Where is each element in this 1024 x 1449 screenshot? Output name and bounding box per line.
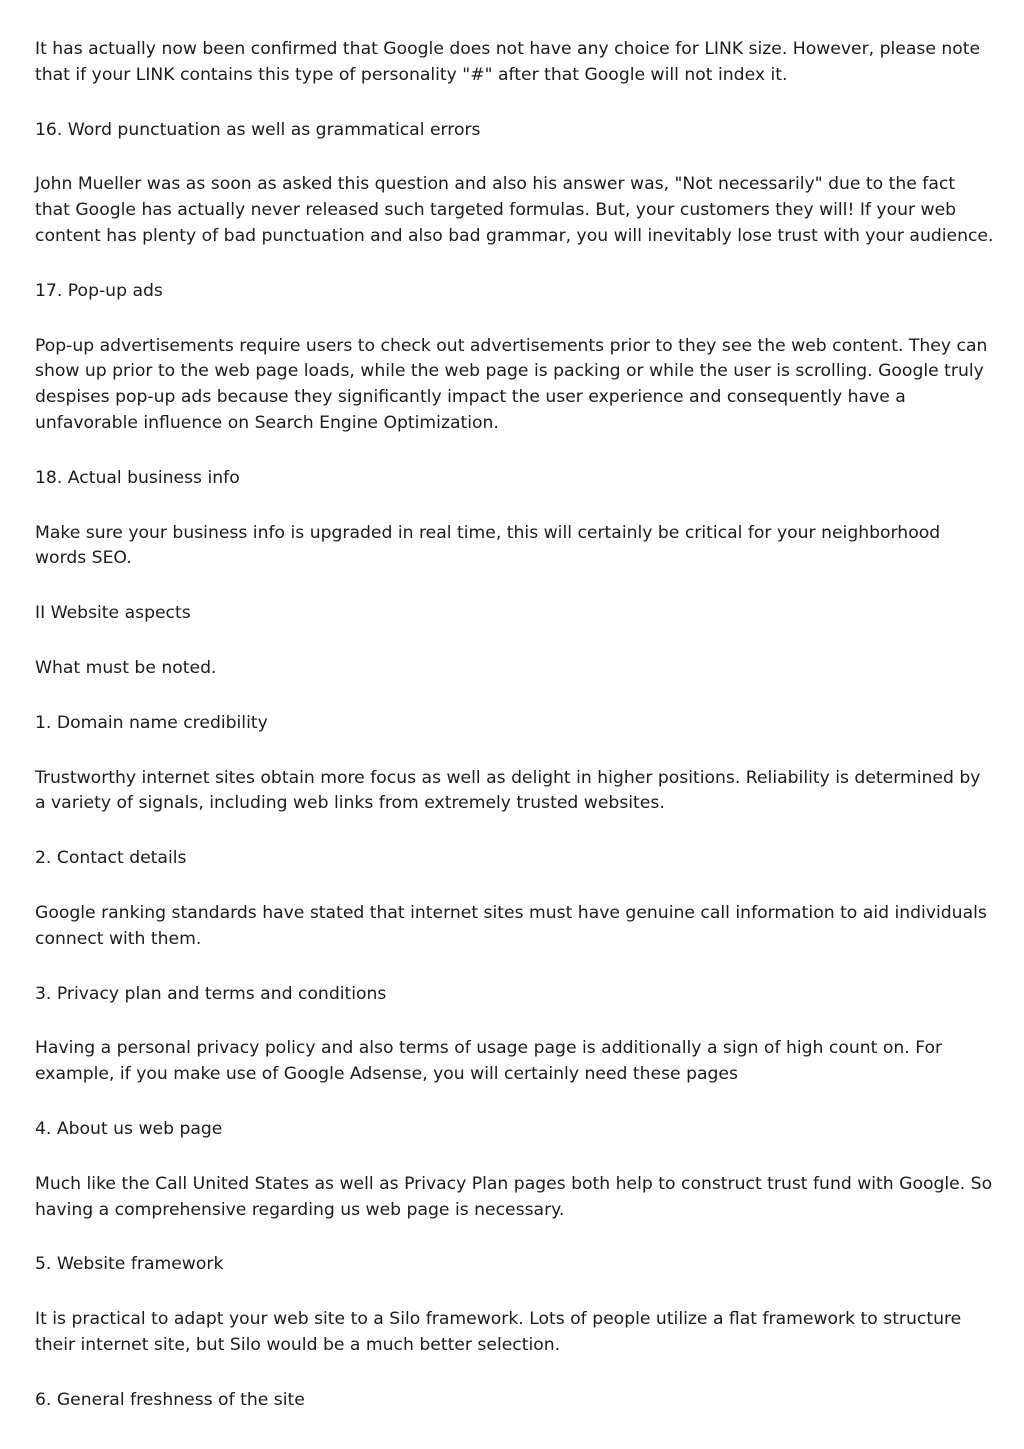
paragraph-domain-credibility: Trustworthy internet sites obtain more focus as well as delight in higher positions. Reliability is determined by a variety of signals, including web links from extremely trusted websites. bbox=[35, 767, 981, 814]
heading-4-about-us: 4. About us web page bbox=[35, 1118, 223, 1139]
paragraph-website-framework: It is practical to adapt your web site to a Silo framework. Lots of people utilize a flat framework to structure their internet site, but Silo would be a much better selection. bbox=[35, 1309, 962, 1355]
paragraph-privacy-plan: Having a personal privacy policy and also terms of usage page is additionally a sign of high count on. For example, if you make use of Google Adsense, you will certainly need these pages bbox=[35, 1038, 943, 1085]
paragraph-what-noted: What must be noted. bbox=[35, 657, 217, 678]
document-body bbox=[35, 37, 995, 1443]
paragraph-john-mueller: John Mueller was as soon as asked this question and also his answer was, "Not necessarily" due to the fact that Google has actually never released such targeted formulas. But, your customers they will! If your web content has plenty of bad punctuation and also bad grammar, you will inevitably lose trust with your audience. bbox=[35, 174, 994, 246]
paragraph-popup-ads: Pop-up advertisements require users to check out advertisements prior to they see the web content. They can show up prior to the web page loads, while the web page is packing or while the user is scrolling. Google truly despises pop-up ads because they significantly impact the user experience and consequently have a unfavorable influence on Search Engine Optimization. bbox=[35, 335, 988, 433]
heading-2-contact-details: 2. Contact details bbox=[35, 848, 187, 869]
heading-1-domain-credibility: 1. Domain name credibility bbox=[35, 712, 268, 733]
paragraph-business-info: Make sure your business info is upgraded in real time, this will certainly be critical for your neighborhood words SEO. bbox=[35, 522, 941, 569]
paragraph-about-us: Much like the Call United States as well as Privacy Plan pages both help to construct trust fund with Google. So having a comprehensive regarding us web page is necessary. bbox=[35, 1173, 993, 1220]
heading-6-site-freshness: 6. General freshness of the site bbox=[35, 1389, 305, 1410]
heading-18-business-info: 18. Actual business info bbox=[35, 467, 240, 488]
heading-17-popup-ads: 17. Pop-up ads bbox=[35, 280, 163, 301]
paragraph-contact-details: Google ranking standards have stated that internet sites must have genuine call information to aid individuals connect with them. bbox=[35, 902, 987, 949]
heading-16-punctuation: 16. Word punctuation as well as grammatical errors bbox=[35, 119, 481, 140]
paragraph-link-length: It has actually now been confirmed that Google does not have any choice for LINK size. However, please note that if your LINK contains this type of personality "#" after that Google will not index it. bbox=[35, 39, 981, 85]
heading-website-aspects: II Website aspects bbox=[35, 603, 191, 624]
heading-3-privacy-plan: 3. Privacy plan and terms and conditions bbox=[35, 983, 387, 1004]
heading-5-website-framework: 5. Website framework bbox=[35, 1254, 224, 1275]
